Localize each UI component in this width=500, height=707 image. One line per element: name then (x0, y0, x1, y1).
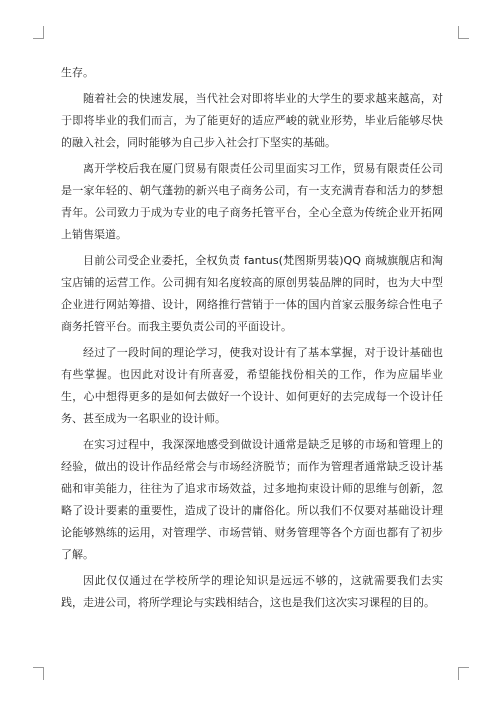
paragraph-internship-experience: 在实习过程中，我深深地感受到做设计通常是缺乏足够的市场和管理上的经验，做出的设计作品经常会与市场经济脱节；而作为管理者通常缺乏设计基础和审美能力，往往为了追求市场效益，过多地拘束设计师的思维与创新，忽略了设计要素的重要性，造成了设计的庸俗化。所以我们不仅要对基础设计理论能够熟练的运用，对管理学、市场营销、财务管理等各个方面也都有了初步了解。 (61, 438, 443, 561)
crop-mark-bottom-left (33, 667, 44, 680)
paragraph-internship-company: 离开学校后我在厦门贸易有限责任公司里面实习工作，贸易有限责任公司是一家年轻的、朝气蓬勃的新兴电子商务公司，有一支充满青春和活力的梦想青年。公司致力于成为专业的电子商务托管平台，全心全意为传统企业开拓网上销售渠道。 (61, 162, 443, 241)
crop-mark-top-left (33, 26, 44, 39)
paragraph-design-learning: 经过了一段时间的理论学习，使我对设计有了基本掌握，对于设计基础也有些掌握。也因此对设计有所喜爱，希望能找份相关的工作，作为应届毕业生，心中想得更多的是如何去做好一个设计、如何更好的去完成每一个设计任务、甚至成为一名职业的设计师。 (61, 346, 443, 425)
paragraph-continuation: 生存。 (61, 66, 94, 79)
document-body (61, 62, 443, 618)
crop-mark-bottom-right (458, 667, 469, 680)
paragraph-company-business: 目前公司受企业委托，全权负责 fantus(梵图斯男装)QQ 商城旗舰店和淘宝店铺的运营工作。公司拥有知名度较高的原创男装品牌的同时，也为大中型企业进行网站筹措、设计，网络推行营销于一体的国内首家云服务综合性电子商务托管平台。而我主要负责公司的平面设计。 (61, 254, 443, 333)
paragraph-conclusion: 因此仅仅通过在学校所学的理论知识是远远不够的，这就需要我们去实践，走进公司，将所学理论与实践相结合，这也是我们这次实习课程的目的。 (61, 574, 443, 609)
paragraph-social-development: 随着社会的快速发展，当代社会对即将毕业的大学生的要求越来越高，对于即将毕业的我们而言，为了能更好的适应严峻的就业形势，毕业后能够尽快的融入社会，同时能够为自己步入社会打下坚实的基础。 (61, 92, 443, 149)
crop-mark-top-right (458, 26, 469, 39)
